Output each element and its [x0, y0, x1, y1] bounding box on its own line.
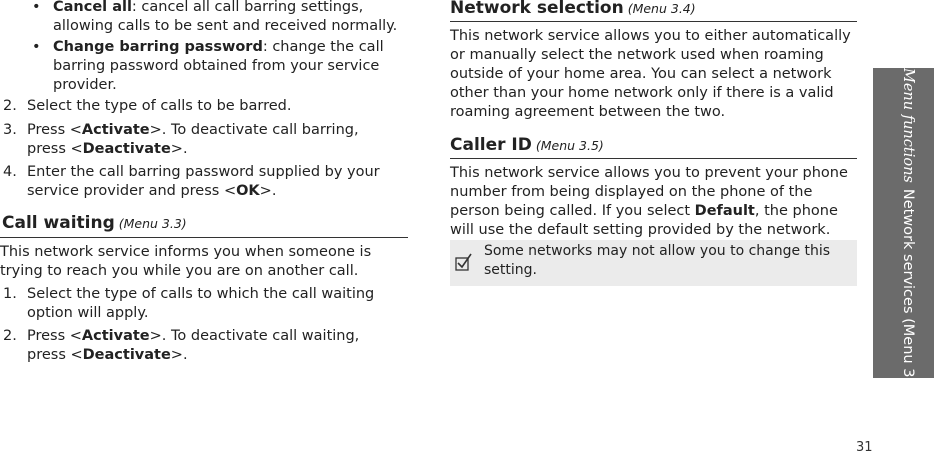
note-box: Some networks may not allow you to change this setting. [450, 240, 857, 286]
section-title: Caller ID (Menu 3.5) [450, 135, 604, 155]
chapter-tab-label: Menu functionsNetwork services (Menu 3) [900, 68, 916, 384]
section-rule [0, 237, 408, 238]
note-check-icon [454, 252, 474, 272]
bullet-dot: • [32, 0, 41, 15]
page-number: 31 [856, 440, 873, 455]
section-title: Call waiting (Menu 3.3) [2, 213, 187, 233]
bullet-dot: • [32, 39, 41, 55]
bullet-term: Change barring password [53, 39, 263, 55]
section-title: Network selection (Menu 3.4) [450, 0, 696, 18]
section-rule [450, 21, 857, 22]
section-rule [450, 158, 857, 159]
bullet-term: Cancel all [53, 0, 132, 15]
